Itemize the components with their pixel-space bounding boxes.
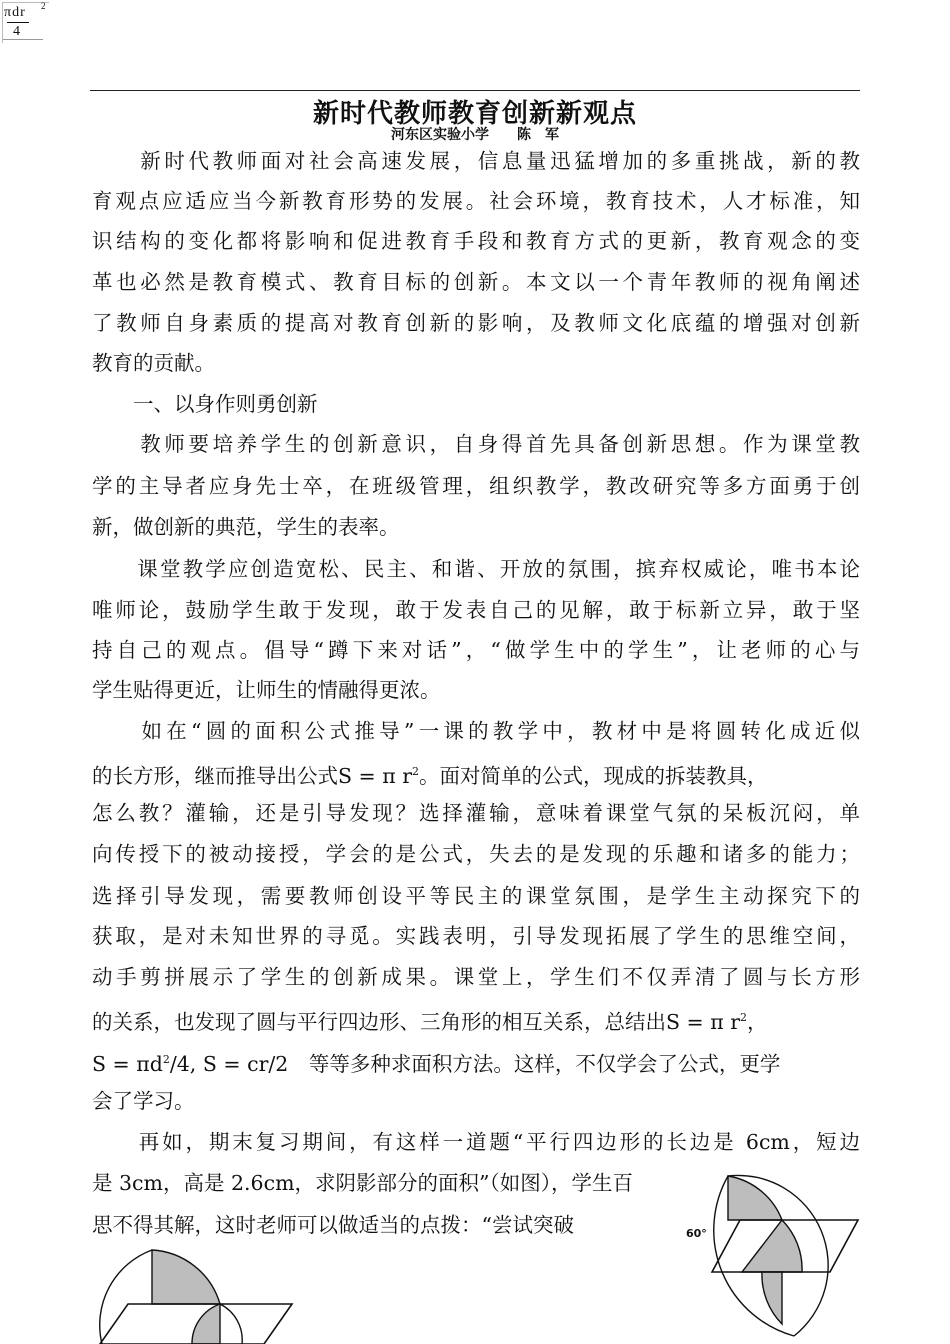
- header-rule: [90, 90, 860, 91]
- fraction-bar: [7, 22, 29, 23]
- body-line: 怎么教？灌输，还是引导发现？选择灌输，意味着课堂气氛的呆板沉闷，单: [92, 801, 860, 825]
- body-line: 新时代教师面对社会高速发展，信息量迅猛增加的多重挑战，新的教: [92, 149, 860, 173]
- arc-line: [220, 1304, 242, 1344]
- body-line: 持自己的观点。倡导“蹲下来对话”，“做学生中的学生”，让老师的心与: [92, 638, 860, 662]
- formula-circumference-area: /4, S = cr/2: [169, 1052, 289, 1076]
- body-line: 动手剪拼展示了学生的创新成果。课堂上，学生们不仅弄清了圆与长方形: [92, 965, 860, 989]
- body-line: 是 3cm，高是 2.6cm，求阴影部分的面积”（如图），学生百: [92, 1171, 633, 1195]
- formula-exponent: 2: [412, 765, 420, 778]
- body-line: 唯师论，鼓励学生敢于发现，敢于发表自己的见解，敢于标新立异，敢于坚: [92, 598, 860, 622]
- body-text: ，: [747, 1010, 768, 1034]
- body-line: 新，做创新的典范，学生的表率。: [92, 515, 400, 539]
- shaded-sector-top: [152, 1250, 220, 1304]
- body-line: 学的主导者应身先士卒，在班级管理，组织教学，教改研究等多方面勇于创: [92, 474, 860, 498]
- body-line: 会了学习。: [92, 1089, 195, 1113]
- shaded-sector-middle: [742, 1220, 802, 1272]
- body-line: 识结构的变化都将影响和促进教育手段和教育方式的更新，教育观念的变: [92, 229, 860, 253]
- body-line-formula: [92, 1040, 860, 1080]
- angle-label: 60°: [686, 1227, 707, 1240]
- corner-formula-denominator: 4: [13, 24, 20, 39]
- body-line: 育观点应适应当今新教育形势的发展。社会环境，教育技术，人才标准，知: [92, 189, 860, 213]
- author-byline: 河东区实验小学 陈 军: [391, 127, 559, 143]
- parallelogram-figure: [682, 1160, 860, 1344]
- arc-line: [100, 1250, 152, 1344]
- body-line: 革也必然是教育模式、教育目标的创新。本文以一个青年教师的视角阐述: [92, 270, 860, 294]
- body-line-formula: [92, 752, 860, 792]
- formula-exponent: 2: [740, 1011, 748, 1024]
- body-line: 向传授下的被动接授，学会的是公式，失去的是发现的乐趣和诸多的能力；: [92, 842, 860, 866]
- body-text: 的长方形，继而推导出公式: [92, 764, 338, 788]
- body-line: 再如，期末复习期间，有这样一道题“平行四边形的长边是 6cm，短边: [92, 1130, 860, 1154]
- parallelogram-figure-partial: [92, 1240, 332, 1344]
- body-line: 课堂教学应创造宽松、民主、和谐、开放的氛围，摈弃权威论，唯书本论: [92, 557, 860, 581]
- body-line: 如在“圆的面积公式推导”一课的教学中，教材中是将圆转化成近似: [92, 719, 860, 743]
- formula-exponent: 2: [162, 1053, 170, 1066]
- body-line: 获取，是对未知世界的寻觅。实践表明，引导发现拓展了学生的思维空间，: [92, 924, 860, 948]
- formula-circle-area: S = π r: [338, 764, 413, 788]
- formula-circle-area: S = π r: [666, 1010, 741, 1034]
- body-line: 了教师自身素质的提高对教育创新的影响，及教师文化底蕴的增强对创新: [92, 311, 860, 335]
- section-heading: 一、以身作则勇创新: [92, 392, 318, 416]
- body-text: 等等多种求面积方法。这样，不仅学会了公式，更学: [288, 1052, 781, 1076]
- body-line: 思不得其解，这时老师可以做适当的点拨：“尝试突破: [92, 1213, 574, 1237]
- page-title: 新时代教师教育创新新观点: [312, 99, 637, 129]
- shaded-sector-middle: [192, 1304, 220, 1344]
- formula-diameter-area: S = πd: [92, 1052, 163, 1076]
- body-line: 学生贴得更近，让师生的情融得更浓。: [92, 678, 441, 702]
- corner-formula: [2, 2, 49, 43]
- body-line-formula: [92, 998, 860, 1038]
- body-line: 教师要培养学生的创新意识，自身得首先具备创新思想。作为课堂教: [92, 432, 860, 456]
- body-text: 的关系，也发现了圆与平行四边形、三角形的相互关系，总结出: [92, 1010, 666, 1034]
- corner-rule: [3, 39, 43, 40]
- body-text: 。面对简单的公式，现成的拆装教具，: [419, 764, 768, 788]
- corner-formula-exponent: 2: [41, 1, 46, 11]
- corner-formula-numerator: πdr: [4, 5, 26, 20]
- shaded-sector-bottom: [762, 1272, 782, 1324]
- body-line: 选择引导发现，需要教师创设平等民主的课堂氛围，是学生主动探究下的: [92, 884, 860, 908]
- body-line: 教育的贡献。: [92, 351, 215, 375]
